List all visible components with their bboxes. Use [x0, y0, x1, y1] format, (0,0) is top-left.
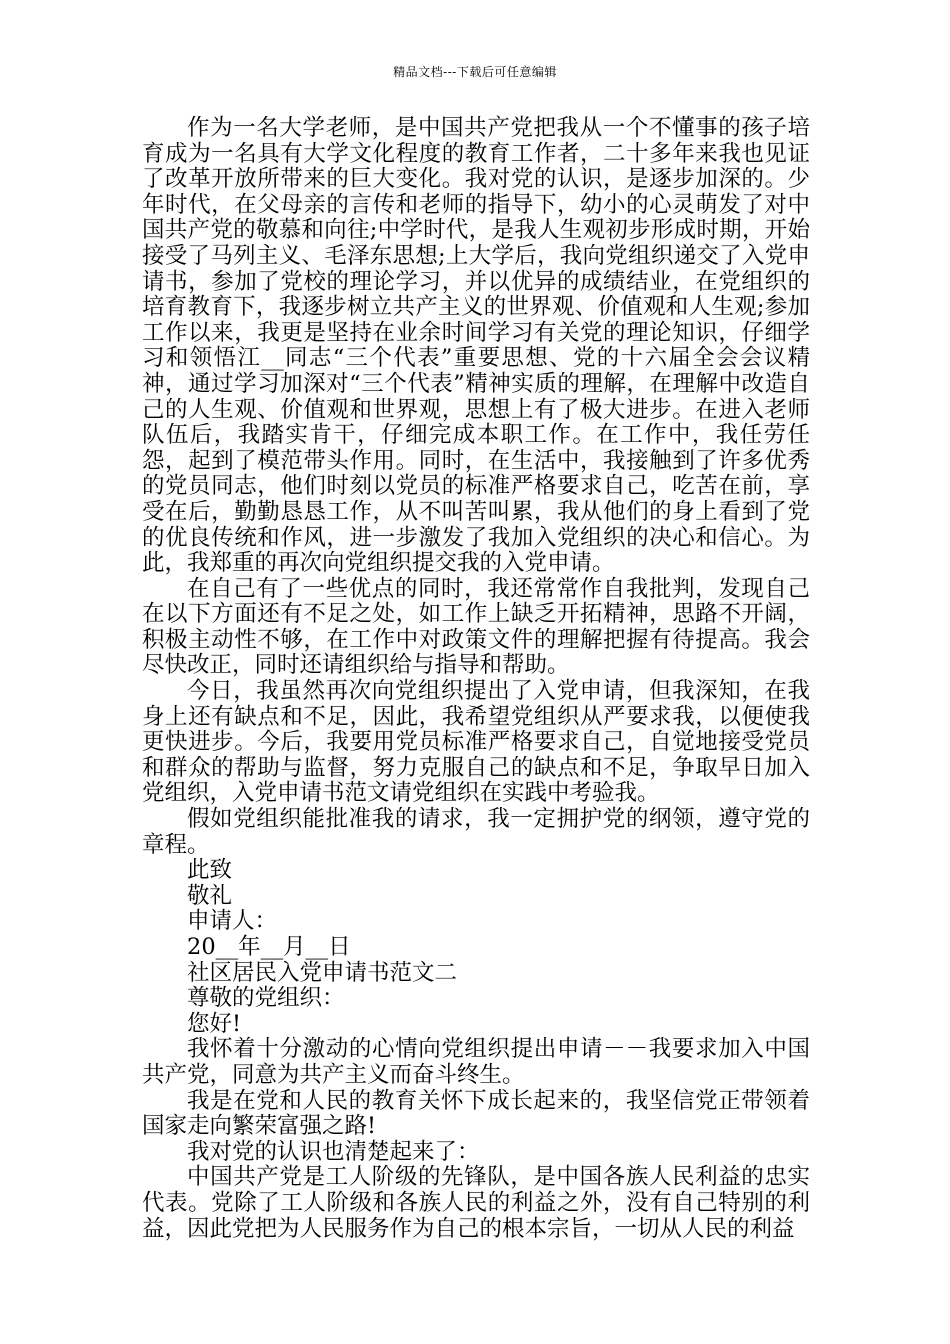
paragraph-3: 今日，我虽然再次向党组织提出了入党申请，但我深知，在我身上还有缺点和不足，因此，我希望党组织从严要求我，以便使我更快进步。今后，我要用党员标准严格要求自己，自觉地接受党员和群众的帮助与监督，努力克服自己的缺点和不足，争取早日加入党组织，入党申请书范文请党组织在实践中考验我。: [142, 678, 810, 807]
greeting-hello: 您好!: [187, 1010, 242, 1037]
applicant-label: 申请人：: [187, 908, 278, 935]
statement-line: 我对党的认识也清楚起来了：: [187, 1138, 480, 1165]
page-header: 精品文档---下载后可任意编辑: [393, 65, 557, 79]
paragraph-4: 假如党组织能批准我的请求，我一定拥护党的纲领，遵守党的章程。: [142, 806, 810, 858]
document-body: [142, 116, 810, 1242]
paragraph-1: 作为一名大学老师，是中国共产党把我从一个不懂事的孩子培育成为一名具有大学文化程度的教育工作者，二十多年来我也见证了改革开放所带来的巨大变化。我对党的认识，是逐步加深的。少年时代，在父母亲的言传和老师的指导下，幼小的心灵萌发了对中国共产党的敬慕和向往;中学时代，是我人生观初步形成时期，开始接受了马列主义、毛泽东思想;上大学后，我向党组织递交了入党申请书，参加了党校的理论学习，并以优异的成绩结业，在党组织的培育教育下，我逐步树立共产主义的世界观、价值观和人生观;参加工作以来，我更是坚持在业余时间学习有关党的理论知识，仔细学习和领悟江__同志“三个代表”重要思想、党的十六届全会会议精神，通过学习加深对“三个代表”精神实质的理解，在理解中改造自己的人生观、价值观和世界观，思想上有了极大进步。在进入老师队伍后，我踏实肯干，仔细完成本职工作。在工作中，我任劳任怨，起到了模范带头作用。同时，在生活中，我接触到了许多优秀的党员同志，他们时刻以党员的标准严格要求自己，吃苦在前，享受在后，勤勤恳恳工作，从不叫苦叫累，我从他们的身上看到了党的优良传统和作风，进一步激发了我加入党组织的决心和信心。为此，我郑重的再次向党组织提交我的入党申请。: [142, 115, 810, 577]
paragraph-7: 中国共产党是工人阶级的先锋队，是中国各族人民利益的忠实代表。党除了工人阶级和各族人民的利益之外，没有自己特别的利益，因此党把为人民服务作为自己的根本宗旨，一切从人民的利益: [142, 1164, 810, 1242]
paragraph-6: 我是在党和人民的教育关怀下成长起来的，我坚信党正带领着国家走向繁荣富强之路!: [142, 1087, 810, 1140]
section-title: 社区居民入党申请书范文二: [187, 959, 458, 986]
closing-regards: 敬礼: [187, 882, 233, 909]
paragraph-5: 我怀着十分激动的心情向党组织提出申请－－我要求加入中国共产党，同意为共产主义而奋斗终生。: [142, 1036, 810, 1088]
date-line: 20__年__月__日: [187, 934, 351, 960]
closing-salutation: 此致: [187, 857, 233, 884]
greeting-addressee: 尊敬的党组织：: [187, 985, 345, 1012]
paragraph-2: 在自己有了一些优点的同时，我还常常作自我批判，发现自己在以下方面还有不足之处，如工作上缺乏开拓精神，思路不开阔，积极主动性不够，在工作中对政策文件的理解把握有待提高。我会尽快改正，同时还请组织给与指导和帮助。: [142, 575, 810, 679]
